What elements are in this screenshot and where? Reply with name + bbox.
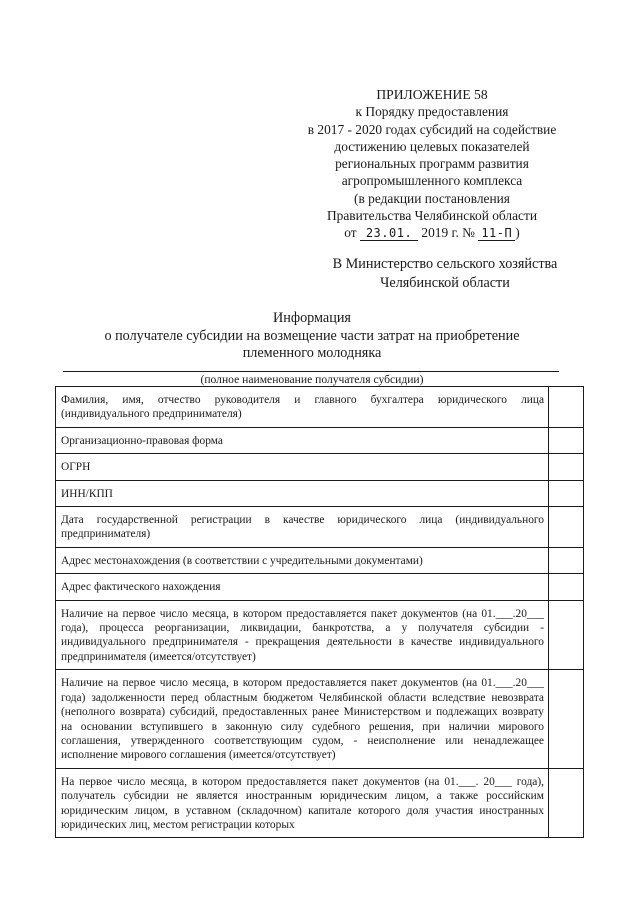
row-label: Наличие на первое число месяца, в котором предоставляется пакет документов (на 01.___.20___ года), процесса реорганизации, ликвидации, банкротства, а у получателя субсидии - индивидуального предпринимателя - прекращения деятельности в качестве индивидуального предпринимателя (имеется/отсутствует): [56, 600, 549, 670]
recipient-line: Челябинской области: [380, 275, 510, 291]
appendix-header: [284, 86, 580, 242]
row-label: ОГРН: [56, 454, 549, 480]
table-row: [56, 670, 584, 768]
row-value-cell[interactable]: [549, 768, 584, 838]
recipient-name-caption: (полное наименование получателя субсидии): [200, 373, 424, 386]
appendix-line: к Порядку предоставления: [355, 104, 509, 120]
row-value-cell[interactable]: [549, 600, 584, 670]
row-label: На первое число месяца, в котором предоставляется пакет документов (на 01.___. 20___ года), получатель субсидии не является иностранным юридическим лицом, а также российским юридическим лицом, в уставном (складочном) капитале которого доля участия иностранных юридических лиц, местом регистрации которых: [56, 768, 549, 838]
info-table: [55, 386, 584, 838]
handwritten-date: 23.01.: [360, 226, 418, 241]
row-value-cell[interactable]: [549, 670, 584, 768]
recipient-line: В Министерство сельского хозяйства: [332, 256, 558, 272]
row-value-cell[interactable]: [549, 480, 584, 506]
row-value-cell[interactable]: [549, 427, 584, 453]
table-row: [56, 547, 584, 573]
date-prefix: от: [344, 225, 357, 241]
appendix-line: (в редакции постановления: [354, 190, 510, 206]
recipient-name-field[interactable]: [63, 371, 559, 372]
table-row: [56, 480, 584, 506]
table-row: [56, 387, 584, 428]
document-title: [60, 310, 564, 363]
handwritten-number: 11-П: [478, 226, 515, 241]
row-value-cell[interactable]: [549, 507, 584, 548]
year-text: 2019 г. №: [421, 225, 475, 241]
row-label: Адрес местонахождения (в соответствии с учредительными документами): [56, 547, 549, 573]
table-row: [56, 427, 584, 453]
row-label: Наличие на первое число месяца, в котором предоставляется пакет документов (на 01.___.20___ года) задолженности перед областным бюджетом Челябинской области вследствие невозврата (неполного возврата) субсидий, предоставленных ранее Министерством и подлежащих возврату на основании вступившего в законную силу судебного решения, при наличии мирового соглашения, утвержденного соответствующим судом, - неисполнение или ненадлежащее исполнение мирового соглашения (имеется/отсутствует): [56, 670, 549, 768]
row-label: Организационно-правовая форма: [56, 427, 549, 453]
row-value-cell[interactable]: [549, 454, 584, 480]
table-row: [56, 768, 584, 838]
recipient-block: [300, 255, 590, 293]
row-value-cell[interactable]: [549, 574, 584, 600]
table-row: [56, 454, 584, 480]
table-row: [56, 600, 584, 670]
appendix-line: Правительства Челябинской области: [327, 208, 537, 224]
table-row: [56, 574, 584, 600]
row-label: Фамилия, имя, отчество руководителя и главного бухгалтера юридического лица (индивидуального предпринимателя): [56, 387, 549, 428]
row-label: Адрес фактического нахождения: [56, 574, 549, 600]
table-row: [56, 507, 584, 548]
appendix-line: агропромышленного комплекса: [341, 173, 523, 189]
row-label: ИНН/КПП: [56, 480, 549, 506]
row-value-cell[interactable]: [549, 387, 584, 428]
row-label: Дата государственной регистрации в качестве юридического лица (индивидуального предпринимателя): [56, 507, 549, 548]
title-heading: Информация: [273, 310, 351, 326]
closing-paren: ): [515, 225, 520, 241]
appendix-line: в 2017 - 2020 годах субсидий на содействие: [307, 121, 557, 137]
appendix-title: ПРИЛОЖЕНИЕ 58: [376, 87, 488, 102]
appendix-date-line: [284, 224, 580, 241]
appendix-line: региональных программ развития: [335, 156, 529, 172]
row-value-cell[interactable]: [549, 547, 584, 573]
title-subheading: о получателе субсидии на возмещение части затрат на приобретение: [104, 327, 520, 344]
title-subheading: племенного молодняка: [242, 345, 382, 361]
appendix-line: достижению целевых показателей: [334, 138, 530, 154]
